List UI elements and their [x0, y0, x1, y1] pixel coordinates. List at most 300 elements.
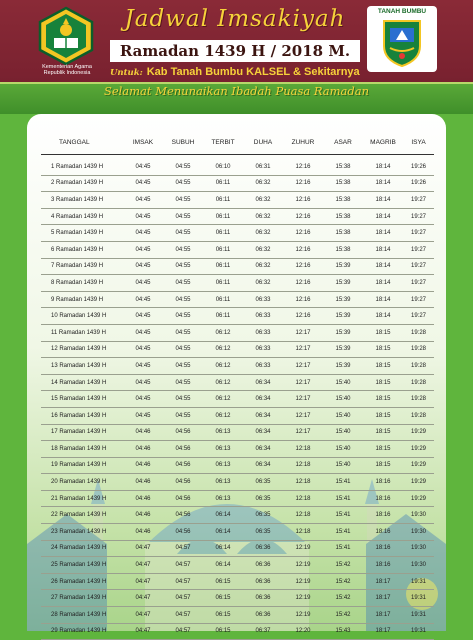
col-magrib-cell: 18:15 — [363, 324, 403, 341]
col-zuhur-cell: 12:18 — [283, 441, 323, 458]
col-duha-cell: 06:32 — [243, 258, 283, 275]
col-subuh-cell: 04:56 — [163, 507, 203, 524]
col-imsak-cell: 04:45 — [123, 341, 163, 358]
col-imsak-cell: 04:45 — [123, 407, 163, 424]
tanah-bumbu-shield-icon — [381, 18, 423, 68]
col-zuhur-cell: 12:18 — [283, 507, 323, 524]
col-duha-cell: 06:36 — [243, 590, 283, 607]
col-isya-cell: 19:27 — [403, 291, 434, 308]
col-isya-cell: 19:27 — [403, 225, 434, 242]
col-imsak-cell: 04:45 — [123, 391, 163, 408]
table-row — [41, 457, 434, 474]
table-row — [41, 374, 434, 391]
col-duha-cell: 06:32 — [243, 208, 283, 225]
col-isya-cell: 19:30 — [403, 557, 434, 574]
col-tanggal-cell: 24 Ramadan 1439 H — [41, 540, 123, 557]
col-subuh-cell: 04:57 — [163, 590, 203, 607]
table-row — [41, 341, 434, 358]
col-magrib-cell: 18:15 — [363, 457, 403, 474]
col-asar-cell: 15:38 — [323, 208, 363, 225]
table-row — [41, 607, 434, 624]
col-zuhur-cell: 12:16 — [283, 241, 323, 258]
col-duha-cell: 06:33 — [243, 324, 283, 341]
col-terbit-cell: 06:13 — [203, 474, 243, 491]
col-isya-cell: 19:28 — [403, 374, 434, 391]
col-magrib-cell: 18:14 — [363, 192, 403, 209]
col-duha-cell: 06:34 — [243, 424, 283, 441]
col-subuh-cell: 04:56 — [163, 424, 203, 441]
col-terbit-cell: 06:14 — [203, 507, 243, 524]
col-zuhur-cell: 12:17 — [283, 391, 323, 408]
tanah-bumbu-logo-title: TANAH BUMBU — [377, 8, 427, 15]
col-terbit-cell: 06:14 — [203, 557, 243, 574]
col-zuhur-cell: 12:17 — [283, 407, 323, 424]
col-duha-cell: 06:32 — [243, 225, 283, 242]
col-terbit-header: TERBIT — [203, 130, 243, 155]
col-tanggal-cell: 11 Ramadan 1439 H — [41, 324, 123, 341]
col-tanggal-cell: 14 Ramadan 1439 H — [41, 374, 123, 391]
col-subuh-cell: 04:55 — [163, 275, 203, 292]
col-magrib-cell: 18:15 — [363, 407, 403, 424]
col-imsak-cell: 04:45 — [123, 192, 163, 209]
col-isya-cell: 19:29 — [403, 457, 434, 474]
col-subuh-cell: 04:55 — [163, 208, 203, 225]
col-magrib-cell: 18:17 — [363, 623, 403, 640]
col-asar-cell: 15:39 — [323, 358, 363, 375]
col-duha-cell: 06:33 — [243, 291, 283, 308]
col-zuhur-cell: 12:18 — [283, 524, 323, 541]
col-magrib-cell: 18:16 — [363, 474, 403, 491]
col-imsak-cell: 04:47 — [123, 540, 163, 557]
col-isya-cell: 19:30 — [403, 507, 434, 524]
col-subuh-cell: 04:56 — [163, 474, 203, 491]
col-tanggal-cell: 27 Ramadan 1439 H — [41, 590, 123, 607]
col-zuhur-cell: 12:19 — [283, 573, 323, 590]
col-magrib-cell: 18:14 — [363, 241, 403, 258]
col-magrib-cell: 18:17 — [363, 590, 403, 607]
col-imsak-cell: 04:45 — [123, 275, 163, 292]
col-imsak-cell: 04:45 — [123, 358, 163, 375]
table-row — [41, 308, 434, 325]
col-duha-cell: 06:36 — [243, 573, 283, 590]
col-subuh-cell: 04:55 — [163, 358, 203, 375]
col-isya-cell: 19:27 — [403, 258, 434, 275]
col-isya-cell: 19:29 — [403, 474, 434, 491]
col-zuhur-cell: 12:19 — [283, 590, 323, 607]
col-isya-cell: 19:26 — [403, 155, 434, 176]
col-duha-cell: 06:34 — [243, 391, 283, 408]
col-terbit-cell: 06:12 — [203, 324, 243, 341]
table-row — [41, 324, 434, 341]
col-imsak-cell: 04:46 — [123, 490, 163, 507]
col-imsak-cell: 04:47 — [123, 557, 163, 574]
col-duha-cell: 06:33 — [243, 341, 283, 358]
table-row — [41, 424, 434, 441]
col-asar-cell: 15:39 — [323, 291, 363, 308]
table-row — [41, 358, 434, 375]
table-row — [41, 155, 434, 176]
col-tanggal-cell: 28 Ramadan 1439 H — [41, 607, 123, 624]
col-asar-cell: 15:38 — [323, 155, 363, 176]
col-subuh-cell: 04:57 — [163, 557, 203, 574]
col-subuh-cell: 04:57 — [163, 623, 203, 640]
col-tanggal-cell: 21 Ramadan 1439 H — [41, 490, 123, 507]
col-duha-cell: 06:33 — [243, 358, 283, 375]
location-text: Kab Tanah Bumbu KALSEL & Sekitarnya — [146, 66, 360, 78]
col-isya-cell: 19:28 — [403, 341, 434, 358]
col-tanggal-cell: 22 Ramadan 1439 H — [41, 507, 123, 524]
col-asar-cell: 15:42 — [323, 573, 363, 590]
col-terbit-cell: 06:11 — [203, 225, 243, 242]
col-asar-cell: 15:38 — [323, 225, 363, 242]
col-zuhur-header: ZUHUR — [283, 130, 323, 155]
col-tanggal-cell: 5 Ramadan 1439 H — [41, 225, 123, 242]
col-imsak-cell: 04:46 — [123, 507, 163, 524]
col-asar-cell: 15:43 — [323, 623, 363, 640]
table-row — [41, 441, 434, 458]
col-zuhur-cell: 12:16 — [283, 208, 323, 225]
col-zuhur-cell: 12:17 — [283, 374, 323, 391]
kemenag-caption-line1: Kementerian Agama — [42, 64, 92, 70]
col-tanggal-cell: 12 Ramadan 1439 H — [41, 341, 123, 358]
col-imsak-cell: 04:45 — [123, 374, 163, 391]
col-terbit-cell: 06:11 — [203, 241, 243, 258]
col-imsak-cell: 04:47 — [123, 623, 163, 640]
col-magrib-cell: 18:16 — [363, 507, 403, 524]
col-tanggal-cell: 1 Ramadan 1439 H — [41, 155, 123, 176]
table-row — [41, 275, 434, 292]
col-isya-cell: 19:27 — [403, 275, 434, 292]
col-zuhur-cell: 12:17 — [283, 324, 323, 341]
col-duha-cell: 06:36 — [243, 607, 283, 624]
col-duha-cell: 06:32 — [243, 275, 283, 292]
col-magrib-cell: 18:15 — [363, 424, 403, 441]
col-duha-cell: 06:34 — [243, 374, 283, 391]
col-magrib-cell: 18:16 — [363, 524, 403, 541]
col-terbit-cell: 06:11 — [203, 192, 243, 209]
col-magrib-cell: 18:17 — [363, 573, 403, 590]
col-magrib-cell: 18:14 — [363, 308, 403, 325]
col-magrib-cell: 18:15 — [363, 391, 403, 408]
col-zuhur-cell: 12:19 — [283, 607, 323, 624]
col-terbit-cell: 06:10 — [203, 155, 243, 176]
script-title: Jadwal Imsakiyah — [124, 6, 346, 32]
col-subuh-cell: 04:55 — [163, 225, 203, 242]
col-asar-cell: 15:39 — [323, 341, 363, 358]
table-row — [41, 258, 434, 275]
col-tanggal-cell: 9 Ramadan 1439 H — [41, 291, 123, 308]
col-tanggal-cell: 25 Ramadan 1439 H — [41, 557, 123, 574]
table-row — [41, 208, 434, 225]
col-terbit-cell: 06:12 — [203, 358, 243, 375]
col-zuhur-cell: 12:19 — [283, 557, 323, 574]
col-tanggal-cell: 16 Ramadan 1439 H — [41, 407, 123, 424]
col-terbit-cell: 06:11 — [203, 291, 243, 308]
col-isya-cell: 19:31 — [403, 573, 434, 590]
col-duha-cell: 06:32 — [243, 241, 283, 258]
col-asar-cell: 15:42 — [323, 607, 363, 624]
col-isya-cell: 19:31 — [403, 590, 434, 607]
col-asar-cell: 15:38 — [323, 192, 363, 209]
col-subuh-cell: 04:55 — [163, 258, 203, 275]
col-asar-cell: 15:42 — [323, 557, 363, 574]
col-asar-cell: 15:39 — [323, 275, 363, 292]
col-asar-cell: 15:41 — [323, 524, 363, 541]
table-row — [41, 407, 434, 424]
col-duha-cell: 06:34 — [243, 441, 283, 458]
col-subuh-cell: 04:55 — [163, 155, 203, 176]
table-row — [41, 490, 434, 507]
col-terbit-cell: 06:11 — [203, 308, 243, 325]
col-isya-cell: 19:31 — [403, 607, 434, 624]
col-imsak-cell: 04:46 — [123, 424, 163, 441]
col-subuh-header: SUBUH — [163, 130, 203, 155]
col-imsak-cell: 04:45 — [123, 308, 163, 325]
col-imsak-cell: 04:47 — [123, 590, 163, 607]
table-row — [41, 623, 434, 640]
col-asar-cell: 15:40 — [323, 441, 363, 458]
col-tanggal-cell: 8 Ramadan 1439 H — [41, 275, 123, 292]
table-row — [41, 507, 434, 524]
table-header-row — [41, 130, 434, 155]
col-magrib-cell: 18:16 — [363, 557, 403, 574]
col-duha-cell: 06:36 — [243, 557, 283, 574]
table-row — [41, 573, 434, 590]
col-isya-cell: 19:27 — [403, 308, 434, 325]
col-duha-cell: 06:33 — [243, 308, 283, 325]
col-magrib-cell: 18:14 — [363, 175, 403, 192]
col-isya-cell: 19:28 — [403, 391, 434, 408]
col-imsak-cell: 04:46 — [123, 441, 163, 458]
col-tanggal-cell: 3 Ramadan 1439 H — [41, 192, 123, 209]
col-terbit-cell: 06:14 — [203, 540, 243, 557]
col-isya-cell: 19:29 — [403, 441, 434, 458]
col-tanggal-cell: 6 Ramadan 1439 H — [41, 241, 123, 258]
col-imsak-cell: 04:45 — [123, 175, 163, 192]
col-zuhur-cell: 12:17 — [283, 424, 323, 441]
col-isya-cell: 19:27 — [403, 192, 434, 209]
schedule-panel — [27, 114, 446, 635]
col-isya-cell: 19:28 — [403, 324, 434, 341]
col-zuhur-cell: 12:18 — [283, 474, 323, 491]
location-prefix: Untuk: — [110, 68, 143, 78]
col-magrib-cell: 18:14 — [363, 155, 403, 176]
col-duha-header: DUHA — [243, 130, 283, 155]
location-subtitle — [110, 66, 400, 78]
table-row — [41, 192, 434, 209]
table-row — [41, 391, 434, 408]
kemenag-caption-line2: Republik Indonesia — [43, 70, 91, 76]
col-asar-cell: 15:39 — [323, 324, 363, 341]
col-imsak-cell: 04:45 — [123, 225, 163, 242]
col-terbit-cell: 06:11 — [203, 258, 243, 275]
col-zuhur-cell: 12:16 — [283, 192, 323, 209]
table-body — [41, 155, 434, 640]
col-isya-cell: 19:27 — [403, 208, 434, 225]
col-imsak-cell: 04:46 — [123, 457, 163, 474]
table-row — [41, 590, 434, 607]
col-asar-cell: 15:41 — [323, 540, 363, 557]
col-asar-cell: 15:39 — [323, 258, 363, 275]
col-terbit-cell: 06:12 — [203, 391, 243, 408]
col-terbit-cell: 06:12 — [203, 341, 243, 358]
imsakiyah-table — [41, 130, 434, 640]
col-isya-cell: 19:30 — [403, 540, 434, 557]
col-subuh-cell: 04:56 — [163, 524, 203, 541]
col-magrib-cell: 18:14 — [363, 275, 403, 292]
col-magrib-cell: 18:14 — [363, 258, 403, 275]
col-zuhur-cell: 12:16 — [283, 291, 323, 308]
kemenag-logo-icon — [36, 6, 96, 66]
col-terbit-cell: 06:11 — [203, 208, 243, 225]
col-asar-cell: 15:41 — [323, 490, 363, 507]
col-terbit-cell: 06:12 — [203, 407, 243, 424]
table-row — [41, 241, 434, 258]
col-asar-cell: 15:40 — [323, 374, 363, 391]
col-subuh-cell: 04:56 — [163, 457, 203, 474]
col-tanggal-header: TANGGAL — [41, 130, 123, 155]
col-magrib-cell: 18:16 — [363, 540, 403, 557]
col-magrib-cell: 18:14 — [363, 225, 403, 242]
col-imsak-cell: 04:46 — [123, 474, 163, 491]
col-magrib-cell: 18:15 — [363, 374, 403, 391]
col-isya-cell: 19:28 — [403, 358, 434, 375]
table-row — [41, 557, 434, 574]
col-subuh-cell: 04:55 — [163, 391, 203, 408]
col-duha-cell: 06:34 — [243, 457, 283, 474]
col-terbit-cell: 06:11 — [203, 275, 243, 292]
main-title: Ramadan 1439 H / 2018 M. — [110, 40, 360, 62]
col-tanggal-cell: 19 Ramadan 1439 H — [41, 457, 123, 474]
table-row — [41, 524, 434, 541]
col-terbit-cell: 06:15 — [203, 607, 243, 624]
col-terbit-cell: 06:14 — [203, 524, 243, 541]
col-magrib-cell: 18:17 — [363, 607, 403, 624]
col-tanggal-cell: 13 Ramadan 1439 H — [41, 358, 123, 375]
col-subuh-cell: 04:55 — [163, 241, 203, 258]
col-imsak-header: IMSAK — [123, 130, 163, 155]
col-terbit-cell: 06:15 — [203, 573, 243, 590]
col-zuhur-cell: 12:16 — [283, 225, 323, 242]
col-zuhur-cell: 12:18 — [283, 490, 323, 507]
col-zuhur-cell: 12:16 — [283, 308, 323, 325]
table-row — [41, 225, 434, 242]
col-terbit-cell: 06:13 — [203, 441, 243, 458]
col-duha-cell: 06:32 — [243, 192, 283, 209]
col-asar-cell: 15:40 — [323, 424, 363, 441]
col-terbit-cell: 06:12 — [203, 374, 243, 391]
col-magrib-cell: 18:15 — [363, 358, 403, 375]
col-zuhur-cell: 12:18 — [283, 457, 323, 474]
col-subuh-cell: 04:55 — [163, 291, 203, 308]
col-imsak-cell: 04:45 — [123, 258, 163, 275]
col-imsak-cell: 04:45 — [123, 291, 163, 308]
col-magrib-cell: 18:14 — [363, 291, 403, 308]
col-zuhur-cell: 12:16 — [283, 175, 323, 192]
col-duha-cell: 06:35 — [243, 474, 283, 491]
col-tanggal-cell: 18 Ramadan 1439 H — [41, 441, 123, 458]
col-terbit-cell: 06:15 — [203, 623, 243, 640]
col-terbit-cell: 06:13 — [203, 490, 243, 507]
col-isya-cell: 19:31 — [403, 623, 434, 640]
col-tanggal-cell: 20 Ramadan 1439 H — [41, 474, 123, 491]
col-asar-header: ASAR — [323, 130, 363, 155]
col-magrib-header: MAGRIB — [363, 130, 403, 155]
col-asar-cell: 15:40 — [323, 457, 363, 474]
col-subuh-cell: 04:57 — [163, 573, 203, 590]
col-subuh-cell: 04:55 — [163, 341, 203, 358]
col-zuhur-cell: 12:17 — [283, 341, 323, 358]
col-asar-cell: 15:40 — [323, 407, 363, 424]
col-tanggal-cell: 4 Ramadan 1439 H — [41, 208, 123, 225]
col-subuh-cell: 04:56 — [163, 441, 203, 458]
col-tanggal-cell: 23 Ramadan 1439 H — [41, 524, 123, 541]
col-duha-cell: 06:35 — [243, 524, 283, 541]
col-tanggal-cell: 7 Ramadan 1439 H — [41, 258, 123, 275]
col-zuhur-cell: 12:16 — [283, 275, 323, 292]
col-zuhur-cell: 12:20 — [283, 623, 323, 640]
col-subuh-cell: 04:55 — [163, 192, 203, 209]
col-tanggal-cell: 26 Ramadan 1439 H — [41, 573, 123, 590]
col-isya-cell: 19:30 — [403, 524, 434, 541]
col-duha-cell: 06:34 — [243, 407, 283, 424]
col-isya-cell: 19:27 — [403, 241, 434, 258]
col-duha-cell: 06:35 — [243, 490, 283, 507]
col-subuh-cell: 04:55 — [163, 308, 203, 325]
col-subuh-cell: 04:57 — [163, 540, 203, 557]
col-imsak-cell: 04:45 — [123, 324, 163, 341]
col-subuh-cell: 04:55 — [163, 175, 203, 192]
col-isya-cell: 19:26 — [403, 175, 434, 192]
col-subuh-cell: 04:56 — [163, 490, 203, 507]
col-duha-cell: 06:36 — [243, 540, 283, 557]
col-imsak-cell: 04:46 — [123, 524, 163, 541]
greeting-text: Selamat Menunaikan Ibadah Puasa Ramadan — [103, 84, 370, 98]
col-magrib-cell: 18:14 — [363, 208, 403, 225]
col-duha-cell: 06:37 — [243, 623, 283, 640]
col-zuhur-cell: 12:16 — [283, 258, 323, 275]
col-duha-cell: 06:35 — [243, 507, 283, 524]
table-row — [41, 175, 434, 192]
col-duha-cell: 06:31 — [243, 155, 283, 176]
col-zuhur-cell: 12:17 — [283, 358, 323, 375]
table-row — [41, 291, 434, 308]
col-isya-cell: 19:29 — [403, 424, 434, 441]
col-magrib-cell: 18:15 — [363, 441, 403, 458]
col-asar-cell: 15:38 — [323, 175, 363, 192]
col-magrib-cell: 18:16 — [363, 490, 403, 507]
col-tanggal-cell: 15 Ramadan 1439 H — [41, 391, 123, 408]
col-asar-cell: 15:41 — [323, 474, 363, 491]
col-terbit-cell: 06:13 — [203, 424, 243, 441]
col-imsak-cell: 04:45 — [123, 208, 163, 225]
col-subuh-cell: 04:55 — [163, 374, 203, 391]
col-asar-cell: 15:41 — [323, 507, 363, 524]
col-duha-cell: 06:32 — [243, 175, 283, 192]
col-asar-cell: 15:38 — [323, 241, 363, 258]
col-subuh-cell: 04:55 — [163, 407, 203, 424]
col-tanggal-cell: 29 Ramadan 1439 H — [41, 623, 123, 640]
col-subuh-cell: 04:57 — [163, 607, 203, 624]
table-row — [41, 540, 434, 557]
col-asar-cell: 15:39 — [323, 308, 363, 325]
col-isya-header: ISYA — [403, 130, 434, 155]
col-isya-cell: 19:28 — [403, 407, 434, 424]
col-tanggal-cell: 2 Ramadan 1439 H — [41, 175, 123, 192]
col-tanggal-cell: 10 Ramadan 1439 H — [41, 308, 123, 325]
col-magrib-cell: 18:15 — [363, 341, 403, 358]
col-zuhur-cell: 12:19 — [283, 540, 323, 557]
